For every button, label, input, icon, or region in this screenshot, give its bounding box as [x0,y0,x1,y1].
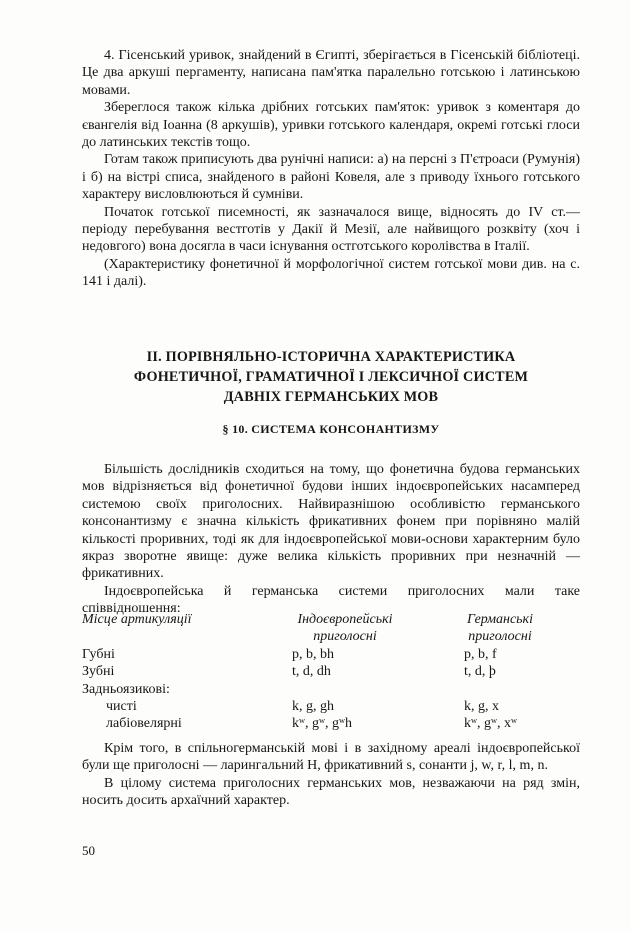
header-text: Германські [467,612,533,627]
paragraph: 4. Гісенський уривок, знайдений в Єгипті, зберігається в Гісенській бібліотеці. Це два аркуші пергаменту, написана пам'ятка паралельно готською і латинською мовами. [82,48,580,98]
header-text: приголосні [313,629,377,645]
paragraph: В цілому система приголосних германських мов, незважаючи на ряд змін, носить досить архаїчний характер. [82,775,580,809]
ie-cell: k, g, gh [292,698,334,714]
header-germanic [440,611,560,646]
page-number: 50 [82,843,95,858]
place-cell: лабіовелярні [106,716,182,732]
header-text: Індоєвропейські [297,612,393,627]
ie-cell: kʷ, gʷ, gʷh [292,716,352,732]
header-indoeuropean [270,611,420,646]
table-header [82,611,580,646]
section-heading: § 10. СИСТЕМА КОНСОНАНТИЗМУ [222,422,440,436]
paragraph: Більшість дослідників сходиться на тому, що фонетична будова германських мов відрізняється від фонетичної будови інших індоєвропейських насамперед системою своїх приголосних. Найвиразнішою особливістю германського консонантизму є значна кількість фрикативних фонем при порівняно малій кількості проривних, тоді як для індоєвропейської мови-основи характерним було якраз зворотне явище: дуже велика кількість проривних при незначній — фрикативних. [82,462,580,582]
header-text: приголосні [468,629,532,645]
place-cell: Зубні [82,664,115,680]
gmc-cell: t, d, þ [464,664,496,680]
header-place: Місце артикуляції [82,612,192,627]
gmc-cell: kʷ, gʷ, xʷ [464,716,517,732]
chapter-heading [82,347,580,407]
consonant-table [82,611,580,733]
paragraph: Готам також приписують два рунічні написи: а) на персні з П'єтроаси (Румунія) і б) на вістрі списа, знайденого в районі Ковеля, але з приводу їхнього готського характеру висловлюються й сумніви. [82,152,580,203]
paragraph: Початок готської писемності, як зазначалося вище, відносять до IV ст.— періоду перебування вестготів у Дакії й Мезії, але найвищого розквіту (хоч і недовгого) вона досягла в часи існування остготського королівства в Італії. [82,204,580,255]
gmc-cell: p, b, f [464,646,497,662]
gmc-cell: k, g, x [464,698,499,714]
table-row [82,646,580,663]
chapter-heading-line: ФОНЕТИЧНОЇ, ГРАМАТИЧНОЇ І ЛЕКСИЧНОЇ СИСТЕМ [133,369,529,385]
paragraph: Крім того, в спільногерманській мові і в західному ареалі індоєвропейської були ще приголосні — ларингальний H, фрикативний s, сонанти j, w, r, l, m, n. [82,741,580,774]
main-text [82,461,580,618]
table-row [82,715,580,732]
paragraph: Збереглося також кілька дрібних готських пам'яток: уривок з коментаря до євангелія від Іоанна (8 аркушів), уривки готського календаря, окремі готські глоси до латинських текстів тощо. [82,100,580,151]
place-cell: чисті [106,698,137,714]
place-cell: Губні [82,646,115,662]
place-cell: Задньоязикові: [82,681,170,697]
ie-cell: p, b, bh [292,646,334,662]
paragraph: Індоєвропейська й германська системи приголосних мали таке співвідношення: [82,583,580,617]
table-row [82,681,580,698]
intro-text [82,47,580,291]
table-row [82,663,580,680]
ie-cell: t, d, dh [292,664,331,680]
closing-text [82,740,580,810]
chapter-heading-line: II. ПОРІВНЯЛЬНО-ІСТОРИЧНА ХАРАКТЕРИСТИКА [146,349,516,365]
table-row [82,698,580,715]
paragraph: (Характеристику фонетичної й морфологічної систем готської мови див. на с. 141 і далі). [82,256,580,290]
chapter-heading-line: ДАВНІХ ГЕРМАНСЬКИХ МОВ [223,389,439,405]
